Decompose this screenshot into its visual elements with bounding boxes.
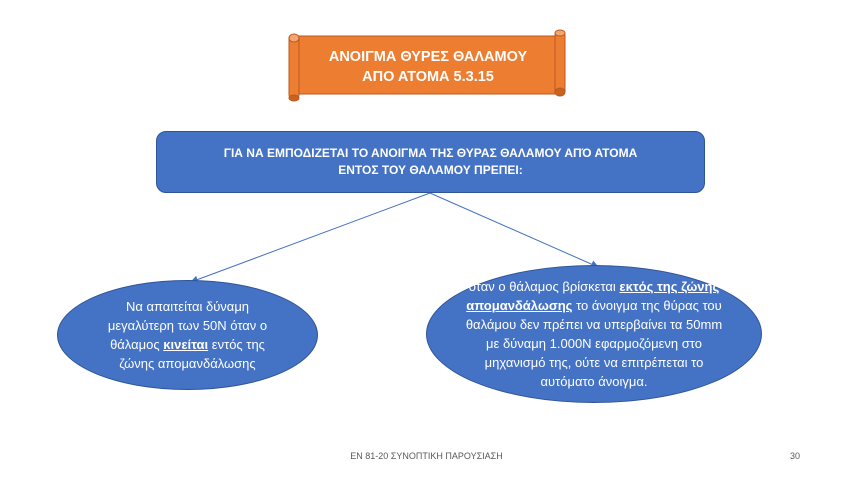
main-box-line-2: ΕΝΤΟΣ ΤΟΥ ΘΑΛΑΜΟΥ ΠΡΕΠΕΙ: — [338, 163, 523, 177]
right-text-highlight: εκτός της ζώνης απομανδάλωσης — [466, 279, 720, 313]
page-number: 30 — [789, 451, 800, 461]
left-text-highlight: κινείται — [163, 337, 209, 352]
title-line-1: ΑΝΟΙΓΜΑ ΘΥΡΕΣ ΘΑΛΑΜΟΥ — [328, 49, 528, 65]
right-text-before: όταν ο θάλαμος βρίσκεται — [468, 279, 620, 294]
left-text-after: εντός της ζώνης απομανδάλωσης — [119, 337, 265, 371]
connector-left — [191, 193, 430, 282]
title-line-2: ΑΠΟ ΑΤΟΜΑ 5.3.15 — [362, 69, 494, 85]
right-text-after: το άνοιγμα της θύρας του θαλάμου δεν πρέπει να υπερβαίνει τα 50mm με δύναμη 1.000N εφαρμοζόμενη στο μηχανισμό της, ούτε να επιτρέπεται το αυτόματο άνοιγμα. — [465, 298, 723, 389]
footer-text: ΕΝ 81-20 ΣΥΝΟΠΤΙΚΗ ΠΑΡΟΥΣΙΑΣΗ — [350, 451, 503, 461]
left-condition-ellipse — [57, 280, 318, 390]
main-box-line-1: ΓΙΑ ΝΑ ΕΜΠΟΔΙΖΕΤΑΙ ΤΟ ΑΝΟΙΓΜΑ ΤΗΣ ΘΥΡΑΣ ΘΑΛΑΜΟΥ ΑΠΌ ΑΤΟΜΑ — [223, 146, 638, 160]
connector-right — [430, 193, 598, 267]
right-condition-text — [463, 277, 725, 391]
left-condition-text — [100, 297, 275, 373]
right-condition-ellipse — [426, 265, 762, 403]
left-text-before: Να απαιτείται δύναμη μεγαλύτερη των 50Ν όταν ο θάλαμος — [107, 299, 268, 352]
main-requirement-box — [156, 131, 705, 193]
